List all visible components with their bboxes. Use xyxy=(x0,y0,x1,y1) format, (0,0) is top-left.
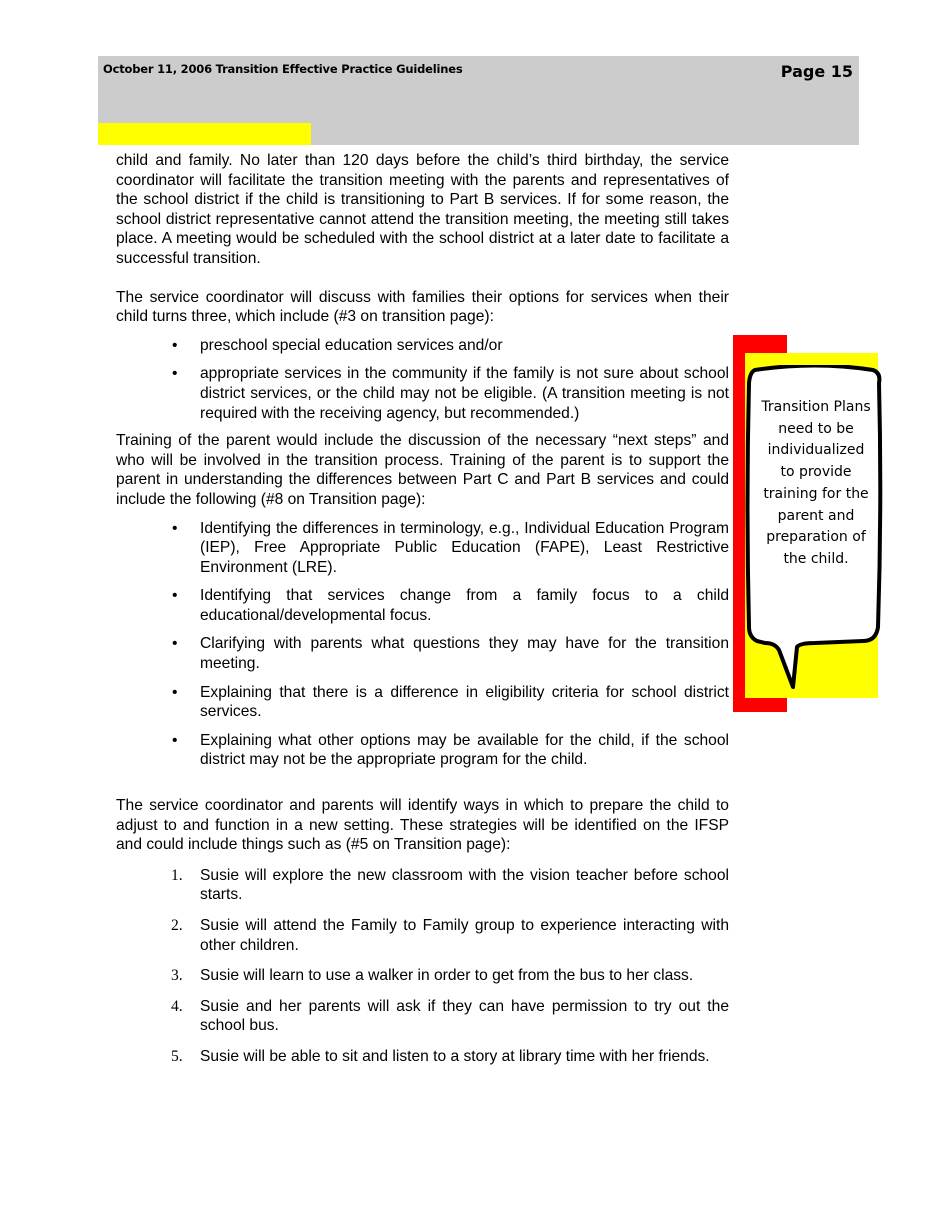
list-item: • preschool special education services and/or xyxy=(116,336,729,356)
callout-text: Transition Plans need to be individualized to provide training for the parent and preparation of the child. xyxy=(761,399,871,567)
paragraph-options: The service coordinator will discuss with families their options for services when their child turns three, which include (#3 on transition page): xyxy=(116,288,729,326)
list-item xyxy=(116,997,729,1036)
list-item xyxy=(116,1047,729,1067)
strategies-list xyxy=(116,866,729,1067)
list-item-text: Susie will explore the new classroom with the vision teacher before school starts. xyxy=(200,866,729,904)
options-list xyxy=(116,336,729,423)
header-highlight-bar xyxy=(98,123,311,145)
list-number: 4. xyxy=(171,997,183,1015)
list-item: • Identifying the differences in terminology, e.g., Individual Education Program (IEP), Free Appropriate Public Education (FAPE), Least Restrictive Environment (LRE). xyxy=(116,519,729,578)
list-item-text: Susie will learn to use a walker in order to get from the bus to her class. xyxy=(200,967,694,985)
list-number: 2. xyxy=(171,917,183,934)
list-item: • Explaining that there is a difference in eligibility criteria for school district services. xyxy=(116,683,729,722)
list-number: 5. xyxy=(171,1047,183,1065)
main-content xyxy=(116,151,729,1067)
list-item xyxy=(116,966,729,986)
paragraph-strategies: The service coordinator and parents will identify ways in which to prepare the child to adjust to and function in a new setting. These strategies will be identified on the IFSP and could include things such as (#5 on Transition page): xyxy=(116,797,729,854)
list-item: • appropriate services in the community if the family is not sure about school district services, or the child may not be eligible. (A transition meeting is not required with the receiving agency, but recommended.) xyxy=(116,364,729,423)
list-item: • Identifying that services change from a family focus to a child educational/developmental focus. xyxy=(116,586,729,625)
list-item-text: Susie will attend the Family to Family group to experience interacting with other children. xyxy=(200,917,729,954)
training-list xyxy=(116,519,729,771)
page-header xyxy=(98,56,859,145)
page-number: Page 15 xyxy=(780,62,853,81)
header-title: October 11, 2006 Transition Effective Practice Guidelines xyxy=(103,62,463,76)
list-number: 1. xyxy=(171,866,183,884)
list-item xyxy=(116,866,729,905)
list-number: 3. xyxy=(171,967,183,985)
list-item-text: Susie will be able to sit and listen to a story at library time with her friends. xyxy=(200,1047,710,1065)
list-item: • Clarifying with parents what questions they may have for the transition meeting. xyxy=(116,634,729,673)
list-item xyxy=(116,916,729,955)
paragraph-meeting: child and family. No later than 120 days before the child’s third birthday, the service coordinator will facilitate the transition meeting with the parents and representatives of the school district if the child is transitioning to Part B services. If for some reason, the school district representative cannot attend the transition meeting, the meeting still takes place. A meeting would be scheduled with the school district at a later date to facilitate a successful transition. xyxy=(116,152,729,267)
paragraph-training: Training of the parent would include the discussion of the necessary “next steps” and who will be involved in the transition process. Training of the parent is to support the parent in understanding the differences between Part C and Part B services and could include the following (#8 on Transition page): xyxy=(116,432,729,508)
list-item-text: Susie and her parents will ask if they can have permission to try out the school bus. xyxy=(200,997,729,1035)
list-item: • Explaining what other options may be available for the child, if the school district may not be the appropriate program for the child. xyxy=(116,731,729,770)
